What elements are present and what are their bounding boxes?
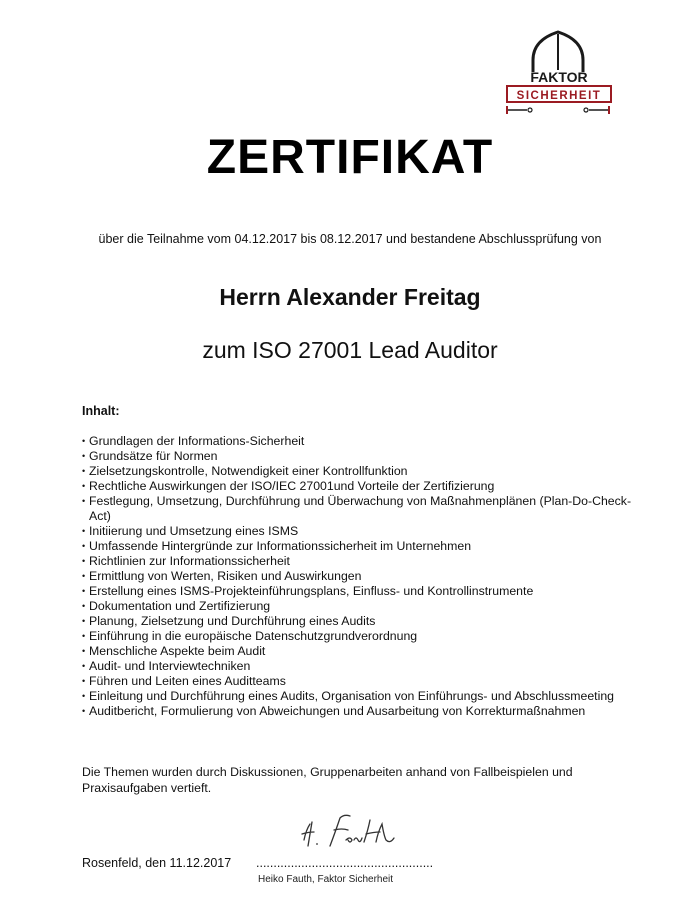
faktor-sicherheit-logo	[503, 30, 613, 122]
logo-line2: SICHERHEIT	[516, 90, 602, 102]
signature-line: ...................................................	[256, 856, 434, 870]
recipient-name: Herrn Alexander Freitag	[219, 284, 481, 310]
list-item: • Auditbericht, Formulierung von Abweichungen und Ausarbeitung von Korrekturmaßnahmen	[82, 704, 632, 719]
list-item: • Dokumentation und Zertifizierung	[82, 599, 632, 614]
logo-line1: FAKTOR	[530, 69, 588, 85]
list-item: • Grundsätze für Normen	[82, 449, 632, 464]
list-item: • Planung, Zielsetzung und Durchführung eines Audits	[82, 614, 632, 629]
list-item: • Richtlinien zur Informationssicherheit	[82, 554, 632, 569]
content-list	[82, 434, 632, 719]
list-item: • Rechtliche Auswirkungen der ISO/IEC 27001und Vorteile der Zertifizierung	[82, 479, 632, 494]
closing-paragraph: Die Themen wurden durch Diskussionen, Gruppenarbeiten anhand von Fallbeispielen und Praxisaufgaben vertieft.	[82, 765, 573, 795]
list-item: • Einführung in die europäische Datenschutzgrundverordnung	[82, 629, 632, 644]
list-item: • Zielsetzungskontrolle, Notwendigkeit einer Kontrollfunktion	[82, 464, 632, 479]
list-item: • Ermittlung von Werten, Risiken und Auswirkungen	[82, 569, 632, 584]
participation-statement: über die Teilnahme vom 04.12.2017 bis 08.12.2017 und bestandene Abschlussprüfung von	[98, 232, 602, 246]
list-item: • Initiierung und Umsetzung eines ISMS	[82, 524, 632, 539]
list-item: • Grundlagen der Informations-Sicherheit	[82, 434, 632, 449]
content-heading: Inhalt:	[82, 404, 120, 418]
list-item: • Umfassende Hintergründe zur Informationssicherheit im Unternehmen	[82, 539, 632, 554]
list-item: • Einleitung und Durchführung eines Audits, Organisation von Einführungs- und Abschlussmeeting	[82, 689, 632, 704]
handwritten-signature	[290, 810, 410, 856]
list-item: • Führen und Leiten eines Auditteams	[82, 674, 632, 689]
place-and-date: Rosenfeld, den 11.12.2017	[82, 856, 232, 870]
list-item: • Audit- und Interviewtechniken	[82, 659, 632, 674]
certification-degree: zum ISO 27001 Lead Auditor	[202, 337, 498, 363]
list-item: • Festlegung, Umsetzung, Durchführung und Überwachung von Maßnahmenplänen (Plan-Do-Check-Act)	[82, 494, 632, 524]
signer-name: Heiko Fauth, Faktor Sicherheit	[258, 874, 394, 885]
list-item: • Menschliche Aspekte beim Audit	[82, 644, 632, 659]
certificate-title: ZERTIFIKAT	[206, 131, 494, 184]
list-item: • Erstellung eines ISMS-Projekteinführungsplans, Einfluss- und Kontrollinstrumente	[82, 584, 632, 599]
